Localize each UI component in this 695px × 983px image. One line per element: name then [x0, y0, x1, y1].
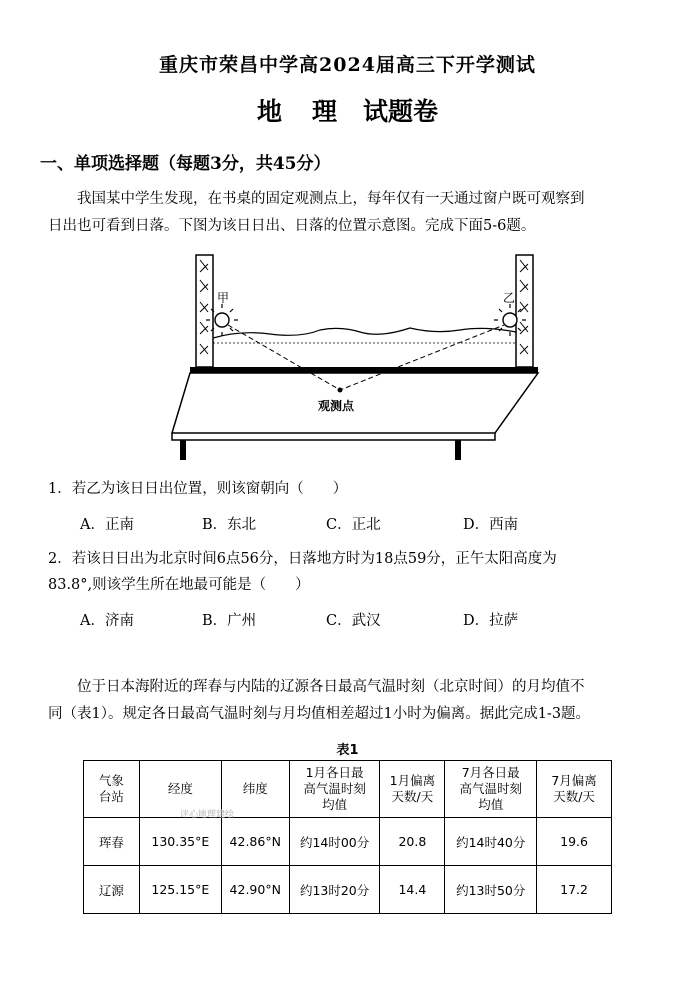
section-heading: 一、单项选择题（每题3分，共45分）: [40, 154, 331, 174]
cell-jul-days: 17.2: [537, 866, 612, 914]
passage-1: [48, 186, 656, 240]
cell-jul-time: 约14时40分: [445, 818, 537, 866]
passage-2-line-2: 同（表1）。规定各日最高气温时刻与月均值相差超过1小时为偏离。据此完成1-3题。: [48, 706, 591, 722]
header-station: 气象 台站: [84, 761, 140, 818]
q1-option-b[interactable]: B．东北: [202, 517, 257, 533]
label-yi: 乙: [503, 291, 516, 305]
q1-option-a[interactable]: A．正南: [80, 517, 134, 533]
table-caption: 表1: [336, 743, 359, 758]
q2-option-d[interactable]: D．拉萨: [463, 613, 519, 629]
subject-title: [0, 92, 695, 128]
climate-table: [83, 760, 612, 914]
watermark: 评心地理建绘: [180, 810, 235, 820]
question-1-stem: 1．若乙为该日日出位置，则该窗朝向（ ）: [48, 481, 348, 497]
q1-option-c[interactable]: C．正北: [326, 517, 381, 533]
cell-jul-days: 19.6: [537, 818, 612, 866]
observation-figure: [170, 250, 540, 460]
cell-jan-time: 约13时20分: [289, 866, 380, 914]
subject-suffix: 试题卷: [363, 97, 439, 126]
table-row: [84, 818, 612, 866]
passage-1-line-2: 日出也可看到日落。下图为该日日出、日落的位置示意图。完成下面5-6题。: [48, 218, 536, 234]
observation-point-marker: [338, 388, 343, 393]
cell-latitude: 42.86°N: [221, 818, 289, 866]
label-observation-point: 观测点: [318, 399, 355, 413]
passage-2-line-1: 位于日本海附近的珲春与内陆的辽源各日最高气温时刻（北京时间）的月均值不: [77, 679, 585, 695]
table-row: [84, 866, 612, 914]
q2-option-b[interactable]: B．广州: [202, 613, 257, 629]
exam-title: 重庆市荣昌中学高2024届高三下开学测试: [159, 54, 536, 76]
q1-option-d[interactable]: D．西南: [463, 517, 519, 533]
header-jan-deviation-days: 1月偏离 天数/天: [380, 761, 445, 818]
cell-jan-days: 20.8: [380, 818, 445, 866]
passage-1-line-1: 我国某中学生发现，在书桌的固定观测点上，每年仅有一天通过窗户既可观察到: [77, 191, 585, 207]
question-2-stem-line-2: 83.8°,则该学生所在地最可能是（ ）: [48, 577, 310, 593]
header-jan-mean-time: 1月各日最 高气温时刻 均值: [289, 761, 380, 818]
header-jul-mean-time: 7月各日最 高气温时刻 均值: [445, 761, 537, 818]
table-header-row: [84, 761, 612, 818]
cell-longitude: 125.15°E: [139, 866, 221, 914]
cell-latitude: 42.90°N: [221, 866, 289, 914]
label-jia: 甲: [217, 291, 230, 305]
header-jul-deviation-days: 7月偏离 天数/天: [537, 761, 612, 818]
q2-option-c[interactable]: C．武汉: [326, 613, 381, 629]
subject-char-1: 地: [256, 97, 282, 126]
cell-station: 辽源: [84, 866, 140, 914]
question-2-stem-line-1: 2．若该日日出为北京时间6点56分，日落地方时为18点59分，正午太阳高度为: [48, 551, 557, 567]
cell-jan-time: 约14时00分: [289, 818, 380, 866]
cell-station: 珲春: [84, 818, 140, 866]
header-longitude: 经度: [139, 761, 221, 818]
cell-jan-days: 14.4: [380, 866, 445, 914]
cell-jul-time: 约13时50分: [445, 866, 537, 914]
passage-2: [48, 674, 656, 728]
header-latitude: 纬度: [221, 761, 289, 818]
subject-char-2: 理: [311, 97, 337, 126]
q2-option-a[interactable]: A．济南: [80, 613, 134, 629]
cell-longitude: 130.35°E: [139, 818, 221, 866]
